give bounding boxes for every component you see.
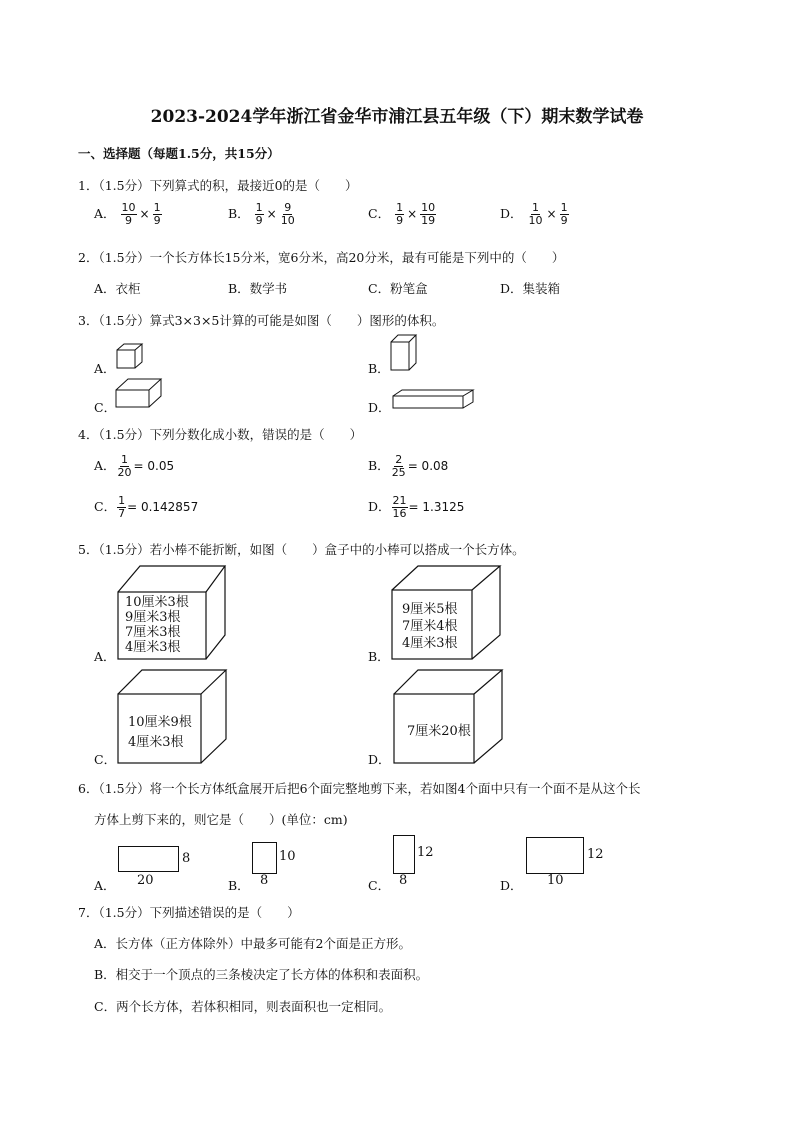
section-heading: 一、选择题（每题1.5分，共15分） (78, 146, 280, 161)
fraction: $\frac{21}{16}$ (392, 494, 407, 520)
rect-a-width: 20 (137, 873, 154, 888)
rect-d-height: 12 (587, 847, 604, 862)
fraction: $\frac{10}{19}$ (421, 201, 436, 227)
question-5-stem: 5．（1.5分）若小棒不能折断，如图（ ）盒子中的小棒可以搭成一个长方体。 (78, 542, 525, 557)
rect-figure-c (393, 835, 415, 874)
fraction: $\frac{10}{9}$ (121, 201, 136, 227)
fraction: $\frac{2}{25}$ (391, 453, 406, 479)
long-flat-cuboid-figure (392, 389, 476, 411)
q3-option-c-label[interactable]: C． (94, 400, 117, 415)
q5-option-b-label[interactable]: B． (368, 649, 390, 664)
q6-option-a-label[interactable]: A． (94, 878, 116, 893)
rect-d-width: 10 (547, 873, 564, 888)
q3-option-d-label[interactable]: D． (368, 400, 391, 415)
rect-a-height: 8 (182, 851, 191, 866)
fraction: $\frac{9}{10}$ (280, 201, 295, 227)
fraction: $\frac{1}{20}$ (117, 453, 132, 479)
q4-option-d[interactable]: D． $\frac{21}{16}$ = 1.3125 (368, 494, 465, 520)
q6-option-d-label[interactable]: D． (500, 878, 523, 893)
q4-option-c[interactable]: C． $\frac{1}{7}$ = 0.142857 (94, 494, 199, 520)
box-d-contents: 7厘米20根 (407, 724, 471, 739)
q3-option-b-label[interactable]: B． (368, 361, 390, 376)
q3-option-a-label[interactable]: A． (94, 361, 116, 376)
page-title: 2023-2024学年浙江省金华市浦江县五年级（下）期末数学试卷 (150, 107, 644, 127)
q5-option-c-label[interactable]: C． (94, 752, 117, 767)
cube-figure (116, 343, 148, 371)
q7-option-b[interactable]: B．相交于一个顶点的三条棱决定了长方体的体积和表面积。 (94, 967, 429, 982)
box-c-contents: 10厘米9根 4厘米3根 (128, 715, 192, 750)
q2-option-d[interactable]: D．集装箱 (500, 281, 561, 296)
fraction: $\frac{1}{9}$ (153, 201, 161, 227)
q1-option-b[interactable]: B． $\frac{1}{9}$ × $\frac{9}{10}$ (228, 201, 295, 227)
q4-option-b[interactable]: B． $\frac{2}{25}$ = 0.08 (368, 453, 449, 479)
fraction: $\frac{1}{7}$ (118, 494, 126, 520)
question-6-stem-line2: 方体上剪下来的，则它是（ ）(单位：cm) (94, 812, 348, 827)
q2-option-b[interactable]: B．数学书 (228, 281, 288, 296)
tall-cuboid-figure (390, 334, 422, 372)
q6-option-b-label[interactable]: B． (228, 878, 250, 893)
q7-option-c[interactable]: C．两个长方体，若体积相同，则表面积也一定相同。 (94, 999, 392, 1014)
box-b-contents: 9厘米5根 7厘米4根 4厘米3根 (402, 602, 458, 651)
fraction: $\frac{1}{10}$ (528, 201, 543, 227)
q2-option-c[interactable]: C．粉笔盒 (368, 281, 428, 296)
fraction: $\frac{1}{9}$ (560, 201, 568, 227)
rect-figure-d (526, 837, 584, 874)
box-a-contents: 10厘米3根 9厘米3根 7厘米3根 4厘米3根 (125, 595, 189, 655)
q1-option-d[interactable]: D． $\frac{1}{10}$ × $\frac{1}{9}$ (500, 201, 568, 227)
q5-option-a-label[interactable]: A． (94, 649, 116, 664)
question-6-stem-line1: 6．（1.5分）将一个长方体纸盒展开后把6个面完整地剪下来，若如图4个面中只有一个面不是从这个长 (78, 781, 641, 796)
fraction: $\frac{1}{9}$ (396, 201, 404, 227)
rect-c-height: 12 (417, 845, 434, 860)
question-1-stem: 1．（1.5分）下列算式的积，最接近0的是（ ） (78, 178, 358, 193)
question-7-stem: 7．（1.5分）下列描述错误的是（ ） (78, 905, 300, 920)
box-figure-d (393, 669, 505, 765)
q1-option-c[interactable]: C． $\frac{1}{9}$ × $\frac{10}{19}$ (368, 201, 436, 227)
q1-option-a[interactable]: A． $\frac{10}{9}$ × $\frac{1}{9}$ (94, 201, 161, 227)
q4-option-a[interactable]: A． $\frac{1}{20}$ = 0.05 (94, 453, 175, 479)
question-4-stem: 4．（1.5分）下列分数化成小数，错误的是（ ） (78, 427, 363, 442)
wide-cuboid-figure (115, 378, 163, 410)
question-2-stem: 2．（1.5分）一个长方体长15分米，宽6分米，高20分米，最有可能是下列中的（ ） (78, 250, 565, 265)
rect-b-width: 8 (260, 873, 269, 888)
q5-option-d-label[interactable]: D． (368, 752, 391, 767)
rect-c-width: 8 (399, 873, 408, 888)
rect-figure-b (252, 842, 277, 874)
fraction: $\frac{1}{9}$ (255, 201, 263, 227)
q7-option-a[interactable]: A．长方体（正方体除外）中最多可能有2个面是正方形。 (94, 936, 411, 951)
question-3-stem: 3．（1.5分）算式3×3×5计算的可能是如图（ ）图形的体积。 (78, 313, 445, 328)
q6-option-c-label[interactable]: C． (368, 878, 391, 893)
rect-figure-a (118, 846, 179, 872)
rect-b-height: 10 (279, 849, 296, 864)
q2-option-a[interactable]: A．衣柜 (94, 281, 141, 296)
